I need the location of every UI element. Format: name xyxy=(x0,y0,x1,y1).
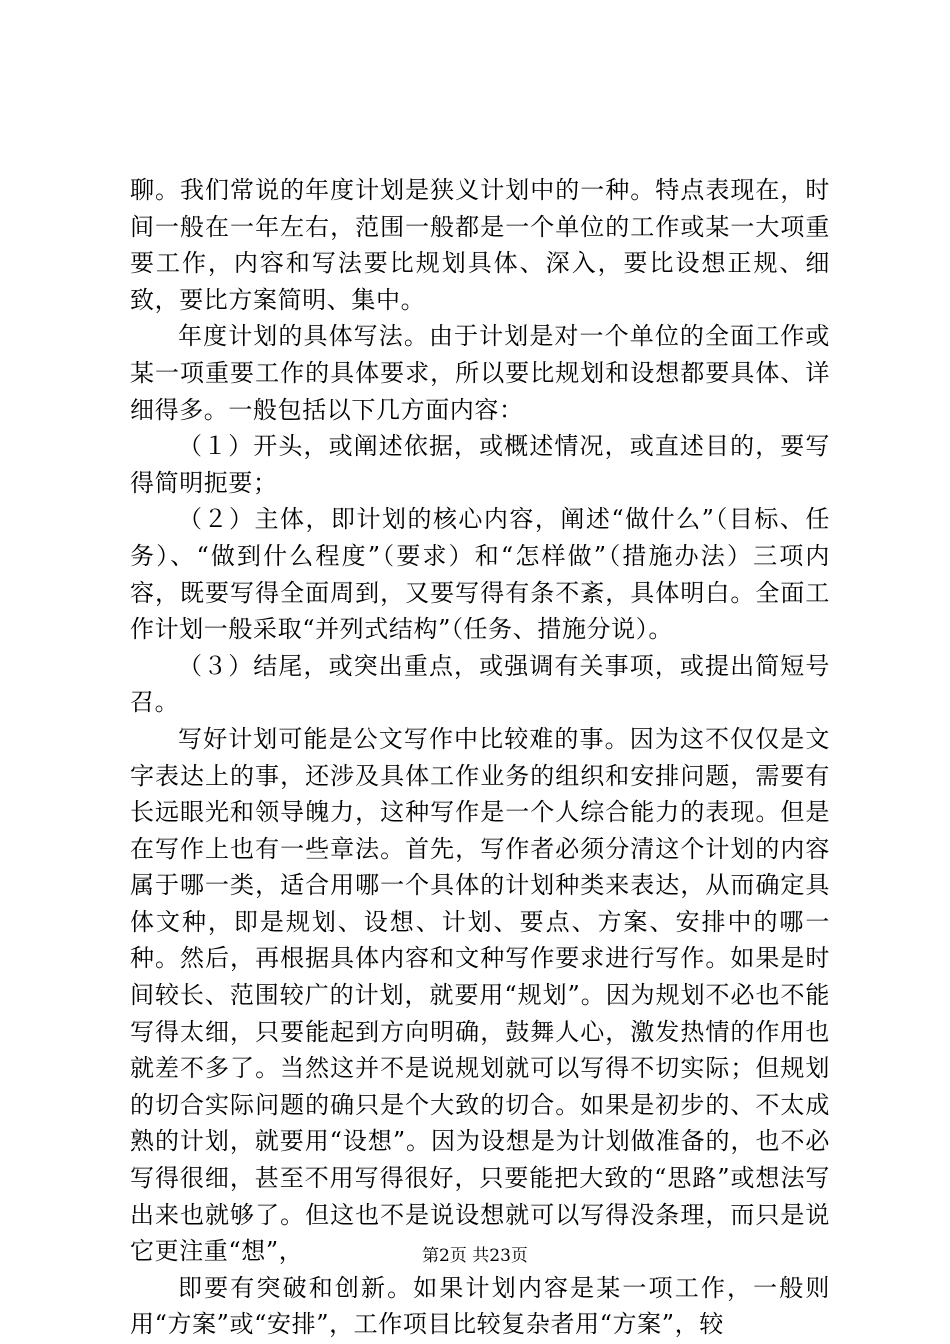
page-number-label: 第2页 共23页 xyxy=(422,1246,528,1266)
paragraph-writing-plans: 写好计划可能是公文写作中比较难的事。因为这不仅仅是文字表达上的事，还涉及具体工作业务的组织和安排问题，需要有长远眼光和领导魄力，这种写作是一个人综合能力的表现。但是在写作上也有一些章法。首先，写作者必须分清这个计划的内容属于哪一类，适合用哪一个具体的计划种类来表达，从而确定具体文种，即是规划、设想、计划、要点、方案、安排中的哪一种。然后，再根据具体内容和文种写作要求进行写作。如果是时间较长、范围较广的计划，就要用“规划”。因为规划不必也不能写得太细，只要能起到方向明确，鼓舞人心，激发热情的作用也就差不多了。当然这并不是说规划就可以写得不切实际；但规划的切合实际问题的确只是个大致的切合。如果是初步的、不太成熟的计划，就要用“设想”。因为设想是为计划做准备的，也不必写得很细，甚至不用写得很好，只要能把大致的“思路”或想法写出来也就够了。但这也不是说设想就可以写得没条理，而只是说它更注重“想”， xyxy=(130,724,830,1266)
document-body xyxy=(130,172,830,1343)
paragraph-item-opening: （１）开头，或阐述依据，或概述情况，或直述目的，要写得简明扼要； xyxy=(130,432,830,497)
paragraph-annual-plan-writing: 年度计划的具体写法。由于计划是对一个单位的全面工作或某一项重要工作的具体要求，所以要比规划和设想都要具体、详细得多。一般包括以下几方面内容： xyxy=(130,322,830,424)
paragraph-item-ending: （３）结尾，或突出重点，或强调有关事项，或提出简短号召。 xyxy=(130,651,830,717)
paragraph-annual-plan-definition: 聊。我们常说的年度计划是狭义计划中的一种。特点表现在，时间一般在一年左右，范围一般都是一个单位的工作或某一大项重要工作，内容和写法要比规划具体、深入，要比设想正规、细致，要比方案简明、集中。 xyxy=(130,176,830,314)
page-footer xyxy=(0,1246,950,1266)
paragraph-item-main-body: （２）主体，即计划的核心内容，阐述“做什么”（目标、任务）、“做到什么程度”（要求）和“怎样做”（措施办法）三项内容，既要写得全面周到，又要写得有条不紊，具体明白。全面工作计划一般采取“并列式结构”（任务、措施分说）。 xyxy=(130,505,830,644)
paragraph-innovation: 即要有突破和创新。如果计划内容是某一项工作，一般则用“方案”或“安排”，工作项目比较复杂者用“方案”，较 xyxy=(130,1273,830,1339)
